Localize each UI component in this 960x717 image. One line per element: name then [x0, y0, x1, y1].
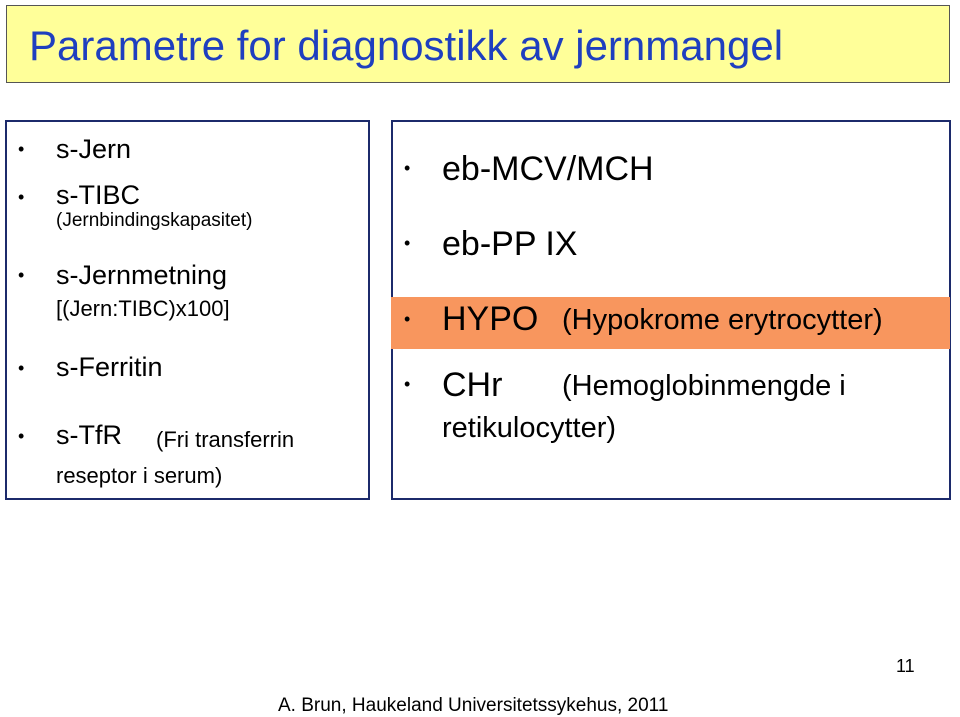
footer-credit: A. Brun, Haukeland Universitetssykehus, 2011: [278, 695, 669, 716]
right-item-label: HYPO: [442, 300, 539, 338]
left-list-item: [18, 420, 363, 492]
right-list-item: [404, 300, 949, 344]
bullet-icon: •: [18, 358, 25, 378]
right-list-item: [404, 150, 944, 192]
title-box: [6, 5, 950, 83]
bullet-icon: •: [404, 309, 411, 329]
left-list-item: [18, 352, 358, 384]
bullet-icon: •: [18, 187, 25, 207]
bullet-icon: •: [18, 139, 25, 159]
left-item-label: s-Jern: [56, 134, 132, 164]
left-item-label: s-TfR: [56, 420, 122, 450]
slide-title: Parametre for diagnostikk av jernmangel: [29, 22, 784, 69]
right-item-inline: (Hemoglobinmengde i: [562, 370, 846, 402]
right-item-sub: retikulocytter): [442, 412, 617, 444]
right-item-label: eb-MCV/MCH: [442, 150, 654, 188]
right-list-item: [404, 225, 944, 267]
bullet-icon: •: [404, 158, 411, 178]
page-number: 11: [896, 656, 915, 676]
right-item-label: eb-PP IX: [442, 225, 578, 263]
right-item-label: CHr: [442, 366, 503, 404]
left-item-sub: [(Jern:TIBC)x100]: [56, 296, 230, 321]
left-item-sub: (Jernbindingskapasitet): [56, 210, 253, 231]
bullet-icon: •: [18, 265, 25, 285]
bullet-icon: •: [404, 374, 411, 394]
left-item-sub: reseptor i serum): [56, 463, 223, 488]
right-list-item: [404, 366, 949, 450]
bullet-icon: •: [404, 233, 411, 253]
left-item-inline: (Fri transferrin: [156, 427, 295, 452]
right-item-inline: (Hypokrome erytrocytter): [562, 304, 883, 336]
left-item-label: s-Ferritin: [56, 352, 163, 382]
left-item-label: s-Jernmetning: [56, 260, 228, 290]
left-list-item: [18, 260, 358, 326]
left-list-item: [18, 134, 358, 166]
left-list-item: [18, 180, 358, 240]
left-item-label: s-TIBC: [56, 180, 140, 210]
bullet-icon: •: [18, 426, 25, 446]
